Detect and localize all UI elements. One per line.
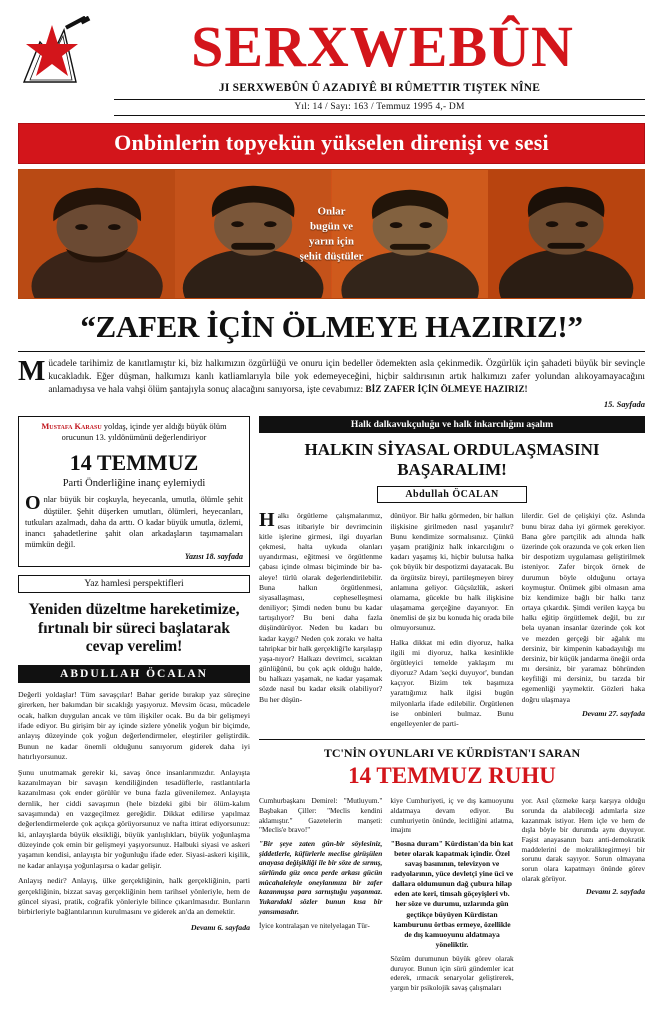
section2-col1-p3: İyice kontralaşan ve nitelyelagan Tür- <box>259 920 370 930</box>
karasu-page-ref: Yazısı 18. sayfada <box>184 552 243 562</box>
lead-bold: BİZ ZAFER İÇİN ÖLMEYE HAZIRIZ! <box>365 384 528 395</box>
photo-caption-line-2: bugün ve <box>309 220 354 233</box>
karasu-excerpt <box>25 494 243 550</box>
masthead <box>18 16 645 116</box>
section2-continuation-ref: Devamı 2. sayfada <box>585 887 645 897</box>
section2-col1-p1: Cumhurbaşkanı Demirel: "Mutluyum." Başbakan Çiller: "Meclis kendini aklamıştır." Gazetelerin manşeti: "Meclis'e bravo!" <box>259 796 383 835</box>
page-title: SERXWEBÛN <box>191 14 574 79</box>
masthead-subtitle: JI SERXWEBÛN Û AZADIYÊ BI RÛMETTIR TIŞTEK NÎNE <box>218 82 541 94</box>
right-col-3-p1: lilerdir. Gel de çelişkiyi çöz. Aslında bunu biraz daha iyi görmek gerekiyor. Bana göre partçilik adı altında halk üzerinde çok orazunda ve çok erken lien bir despotizm uygulaması geliştirilmek isteniyor. Zafer birçok örnek de durumun böyle olduğunu ortaya koymuştur. Önümek gibi olmasın ama biz kendimize bağlı bir halkı tarız ortaya çıkardık. Şimdi verilen kayça bu halkı eğitip örgütlemek değil, bu zır bela uyanan insanlar üzerinde çok kot ve mezden gerçeği bir ağalık mı dersiniz, bir kimpenin kabadayılığı mı dersiniz, bir küçük jandarma öneğii orda mı dersiniz, bir yaramaz böhründen keyfiliği mi dersiniz, bu tarzda bir egemenliği yaymektir. Gözleri haka doğru ulaşmaya <box>521 511 645 704</box>
portrait-1 <box>19 170 175 298</box>
red-banner-headline: Onbinlerin topyekün yükselen direnişi ve sesi <box>18 123 645 164</box>
lead-page-ref: 15. Sayfada <box>603 399 645 410</box>
right-article-author: Abdullah ÖCALAN <box>377 486 527 503</box>
lead-text: ücadele tarihimiz de kanıtlamıştır ki, biz halkımızın özgürlüğü ve onuru için bedeller ödemekten asla çekinmedik. Özgürlük için şahadeti büyük bir sevinçle kucakladık. Eğer düşman, halkımızı kanlı katliamlarıyla bile yok edemeyeceğini, hiçbir saldırısının artık halkımızı zafer yolundan alıkoyamayacağını anlamadıysa ve hala vahşi ölüm şantajıyla sonuç alacağını sanıyorsa, işte cevabımız: <box>48 359 645 395</box>
karasu-kicker-box <box>18 416 250 567</box>
section2-col2-p3: Sözüm durumunun büyük görev olarak duruyor. Bunun için sürü gündemler icat ederek, ırmacık senaryolar geliştirerek, yargın bir psikolojik savaş çalışmaları <box>390 953 514 993</box>
right-col-1-text: alkı örgütleme çalışmalarımız, esas itibariyle bir devrimcinin kitle işlerine girmesi, ilgi duyarlan çekmesi, halta uykuda olanları uyandırması, eğitmesi ve örgütlenme çabası içinde olması biçiminde bir ba-aleye! türlü olarak değerlendirilebilir. Buna halkın örgütlenmesi, siyasallaşması, cepheselleşmesi deniliyor; Şimdi neden bunu bu kadar tartışılıyor? Bu beni daha fazla düşündürüyor. Neden bu kadarı bu kadar kaygı? Neden çok zorakı ve halta tahripkar bir halk gerçekliği'le karşılaşıp yaşa-nıyor? Halkazı devrimci, sıcaktan günlüğünü, bu çok açık olduğu halde, bu halkazı yaşamak, ne kadar yaşamak sözde nasıl bu kadar eksik olabiliyor? Bu her düşün- <box>259 511 383 704</box>
divider-under-headline <box>18 351 645 352</box>
section2-col-1 <box>259 796 382 997</box>
date-subhead: Parti Önderliğine inanç eylemiydi <box>62 478 206 490</box>
section2-col3-p1: yor. Asıl çözmeke karşı karşıya olduğu sorunda da alabileceği adımlarla size kazanmak istiyor. Hem içle ve hem de dışla böyle bir durumda aynı duyuyor. Faşist anayasanın bazı anti-demokratik maddelerini de mokraliktegirmeyi bir sorunu darak sayıyor. Sorun olmayana sorun olara kapatmayı önünde görev olarak görüyor. <box>521 796 645 883</box>
ocalan-article-body <box>18 690 250 918</box>
section2-headline: 14 TEMMUZ RUHU <box>348 763 556 789</box>
karasu-dropcap: O <box>25 492 41 515</box>
portrait-4 <box>488 170 644 298</box>
right-continuation-ref: Devamı 27. sayfada <box>581 708 645 718</box>
kicker-author: Mustafa Karasu <box>41 422 102 432</box>
right-col-2 <box>390 511 513 733</box>
left-column <box>18 416 250 996</box>
star-and-torch-logo <box>18 16 104 90</box>
ocalan-author-bar: ABDULLAH ÖCALAN <box>18 665 250 683</box>
section2-col-3 <box>522 796 645 997</box>
photo-caption-line-1: Onlar <box>317 205 346 218</box>
right-col-2-p2: Halka dikkat mi edin diyoruz, halka ilgili mi diyoruz, halka kesinlikle örgütleyici temelde yaklaşım mı diyoruz? Adam 'seçki duyuyor', bundan kaçıyor. Bizim tek başımıza yarattığımız halk ilgisi bugün milyonlarla ifade edilebilir. Örgütlenen ise onbinleri bulmaz. Bunu engelleyenler de parti- <box>390 637 514 728</box>
right-column <box>259 416 645 996</box>
photo-caption-line-3: yarın için <box>309 235 354 247</box>
portrait-photo-strip <box>18 169 645 299</box>
lead-paragraph <box>18 355 645 396</box>
section2-kicker: TC'NİN OYUNLARI VE KÜRDİSTAN'I SARAN <box>323 746 581 761</box>
right-article-headline: HALKIN SİYASAL ORDULAŞMASINI BAŞARALIM! <box>304 440 600 480</box>
date-headline: 14 TEMMUZ <box>69 450 199 476</box>
right-article-columns <box>259 511 645 733</box>
divider-right <box>259 739 645 740</box>
main-headline: “ZAFER İÇİN ÖLMEYE HAZIRIZ!” <box>80 309 583 344</box>
section2-col2-p2: "Bosna duram" Kürdistan'da bin kat beter olarak kapatmak içindir. Özel savaş basınının, televizyon ve radyolarının, yüce devletçi yine üci ve dallara oldumunun dağ çubura hilap eden ate keri, timsah göçeyişleri vb. her söze ve durumu, uzlarında gün geçtikçe büyüyen Kürdistan kamburunu örtbas ermeye, özellikle de dış kamuoyunu aldatmaya yöneliktir. <box>390 838 514 949</box>
lead-dropcap: M <box>18 355 46 387</box>
section2-col2-p1: kiye Cumhuriyeti, iç ve dış kamuoyunu aldatmaya devam ediyor. Bu cumhuriyetin önünde, lecitliğini atlatma, imajını <box>390 796 514 835</box>
right-col-2-p1: dünüyor. Bir halkı görmeden, bir halkın ilişkisine girilmeden nasıl yaşanılır? Bunu kendimize sormalısınız. Çünkü yaşam pratiğiniz halk inkarcılığını o kadarı yaşamış ki, hiçbir bulutsa halka çok büyük bir despotizmi dayatacak. Bu da örgütsüz bireyi, partileşmeyen birey anlamına geliyor. Güçsüzlük, askeri olamama, gücekle bu halk ilişkisine ulaşamama gerçeğine dayanıyor. En önemlisi de şiz bu konuda hiç orada bile olmuyorsunuz. <box>390 511 514 633</box>
perspective-label: Yaz hamlesi perspektifleri <box>18 575 250 593</box>
right-col-3 <box>522 511 645 733</box>
karasu-excerpt-text: nlar büyük bir coşkuyla, heyecanla, umutla, ölümle şehit düştüler. Şehit düşerken umutları, ölümleri, heyecanları, tutkuları azalmadı, daha da arttı. O kadar büyük umutla, özlemi, inancı şahadetlerine şahit olan arkadaşların taşımamaları mümkün değil. <box>25 495 243 550</box>
photo-caption <box>272 204 392 263</box>
kicker-text: yoldaş, içinde yer aldığı büyük ölüm orucunun 13. yıldönümünü değerlendiriyor <box>61 422 227 443</box>
right-dropcap: H <box>259 509 275 532</box>
ocalan-paragraph-2: Şunu unutmamak gerekir ki, savaş önce insanlarımızdır. Anlayışta kazanılmayan bir savaşın kendiliğinden tesadüflerle, rastlantılarla kazanılması çok ender görülür ve buna fazla güvenilemez. Anlayışta dernlik, her ciddi savaşımın (hele bizdeki gibi bir ölüm-kalım savaşımında) en vazgeçilmez gereğidir. Dikkat edilirse yapılmaz değerlendirmelerde çok açıkça görüyorsunuz ve nafta ittirat ediyorsunuz: ki, anlayışlarda büyük eksikliği, büyük yanlışlıkları, büyük yoğunlaşma düzeyinde çok emin bir gelişmeyi yaşıyorsunuz. Halbuki siyasi ve askeri yaşamın kendisi, anlayışta bir yoğunluğu ifade eder. Siyasi-askeri kişilik, ne kadar anlayışa yoğunlaşırsa o kadar gelişir. <box>18 767 250 870</box>
section2-columns <box>259 796 645 997</box>
section2-col-2 <box>390 796 513 997</box>
ocalan-article-headline: Yeniden düzeltme hareketimize, fırtınalı bir süreci başlatarak cevap verelim! <box>28 601 240 656</box>
ocalan-continuation-ref: Devamı 6. sayfada <box>190 922 250 932</box>
right-top-bar: Halk dalkavukçuluğu ve halk inkarcılığını aşalım <box>259 416 645 433</box>
issue-line: Yıl: 14 / Sayı: 163 / Temmuz 1995 4,- DM <box>114 100 645 116</box>
main-content <box>18 416 645 996</box>
right-col-1 <box>259 511 382 733</box>
section2-col1-p2: "Bir şeye zaten gün-bir söylesiniz, şiddetlerle, küfürlerle meclise girüşülen anayasa değişikliği ile bir söze de sırmış, sürlünda güz onca perde arkası gücün mücahaleleyle oneylanmıza bir zafer kazanmışsa para sarnıştuğu yaşanmaz. Yukarıdaki sözler bunun kısa bir yansımasıdır. <box>259 838 383 916</box>
ocalan-paragraph-3: Anlayış nedir? Anlayış, ülke gerçekliğinin, halk gerçekliğinin, parti gerçekliğinin, bizzat savaş gerçekliğinin hem tarihsel yönleriyle, hem de güncel siyasi, pratik, coğrafik yönleriyle bilince çıkarılmasıdır. Bunların birbirleriyle bağlantılarının kurulmasını ve giderek an'da an demektir. <box>18 876 250 917</box>
ocalan-paragraph-1: Değerli yoldaşlar! Tüm savaşçılar! Bahar geride bırakıp yaz süreçine girerken, her bakımdan bir sıcaklığı yaşıyoruz. Mevsim öcası, mücadele ocak, halkın duygulan ancak ve tüm ilişkiler ocak. Bu da bir gelişmeyi ifade ediyor. Bu girişim bir ay içinde sizlere yönelik yoğun bir biçimde, anlayış düzeyinde çok yoğun değerlendirmeler, eleştiriler geliştirdik. Bunun ne kadar önemli olduğunu sanıyorum giderek daha iyi hatırlıyorsunuz. <box>18 690 250 762</box>
photo-caption-line-4: şehit düştüler <box>299 249 364 262</box>
